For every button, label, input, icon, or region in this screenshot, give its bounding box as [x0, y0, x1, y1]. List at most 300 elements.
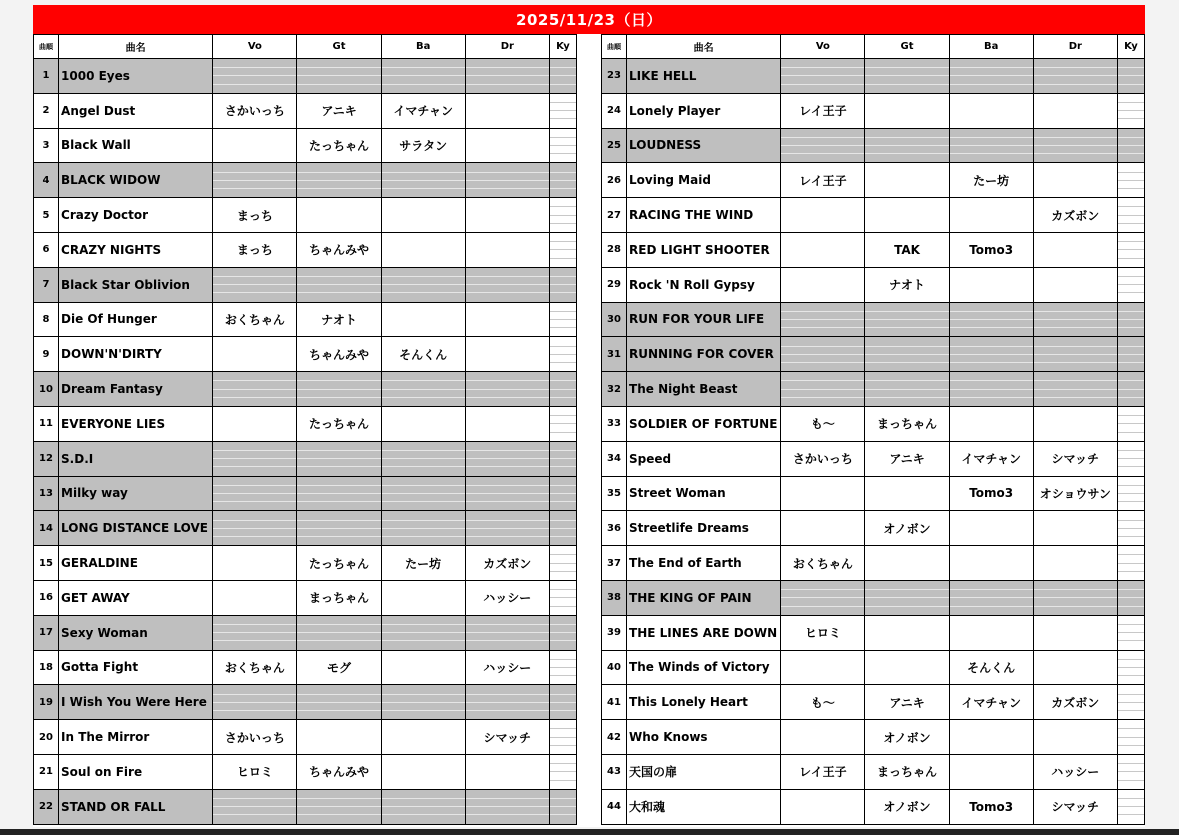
vocal-cell: [781, 128, 865, 163]
guitar-cell: [865, 372, 949, 407]
drum-cell: [1033, 720, 1117, 755]
table-row: [34, 163, 577, 198]
table-row: [602, 267, 1145, 302]
guitar-cell: [865, 59, 949, 94]
bass-cell: [949, 302, 1033, 337]
drum-cell: シマッチ: [1033, 441, 1117, 476]
table-row: [602, 372, 1145, 407]
vocal-cell: [213, 59, 297, 94]
vocal-cell: [781, 59, 865, 94]
song-title: EVERYONE LIES: [59, 406, 213, 441]
drum-cell: [465, 163, 549, 198]
song-title: Speed: [627, 441, 781, 476]
bass-cell: [381, 650, 465, 685]
guitar-cell: ちゃんみや: [297, 337, 381, 372]
bass-cell: [381, 511, 465, 546]
table-row: [34, 59, 577, 94]
drum-cell: [465, 198, 549, 233]
drum-cell: [465, 789, 549, 824]
drum-cell: [465, 128, 549, 163]
bass-cell: [381, 406, 465, 441]
song-title: THE LINES ARE DOWN: [627, 615, 781, 650]
keyboard-cell: [1117, 406, 1144, 441]
song-order: 31: [602, 337, 627, 372]
drum-cell: カズボン: [1033, 198, 1117, 233]
table-row: [34, 685, 577, 720]
drum-cell: [465, 302, 549, 337]
vocal-cell: [213, 372, 297, 407]
guitar-cell: [297, 267, 381, 302]
drum-cell: [465, 59, 549, 94]
table-row: [34, 580, 577, 615]
bass-cell: イマチャン: [381, 93, 465, 128]
bass-cell: [381, 580, 465, 615]
song-title: Soul on Fire: [59, 754, 213, 789]
guitar-cell: [297, 476, 381, 511]
guitar-cell: [865, 302, 949, 337]
song-title: CRAZY NIGHTS: [59, 232, 213, 267]
keyboard-cell: [1117, 59, 1144, 94]
table-row: [602, 441, 1145, 476]
song-order: 22: [34, 789, 59, 824]
keyboard-cell: [549, 546, 576, 581]
vocal-cell: [213, 546, 297, 581]
keyboard-cell: [549, 476, 576, 511]
table-row: [602, 615, 1145, 650]
keyboard-cell: [1117, 302, 1144, 337]
song-title: This Lonely Heart: [627, 685, 781, 720]
song-order: 10: [34, 372, 59, 407]
guitar-cell: ナオト: [297, 302, 381, 337]
bass-cell: [381, 372, 465, 407]
vocal-cell: [781, 650, 865, 685]
guitar-cell: [297, 198, 381, 233]
table-row: [34, 546, 577, 581]
song-order: 43: [602, 754, 627, 789]
song-title: The Winds of Victory: [627, 650, 781, 685]
song-order: 36: [602, 511, 627, 546]
drum-cell: [1033, 580, 1117, 615]
setlist-table-left: [33, 34, 577, 825]
song-order: 7: [34, 267, 59, 302]
keyboard-cell: [1117, 93, 1144, 128]
guitar-cell: オノボン: [865, 511, 949, 546]
col-header-ky: Ky: [549, 35, 576, 59]
keyboard-cell: [1117, 754, 1144, 789]
vocal-cell: ヒロミ: [781, 615, 865, 650]
song-order: 23: [602, 59, 627, 94]
drum-cell: [465, 337, 549, 372]
keyboard-cell: [1117, 337, 1144, 372]
song-order: 17: [34, 615, 59, 650]
guitar-cell: [865, 476, 949, 511]
song-title: LIKE HELL: [627, 59, 781, 94]
song-title: GET AWAY: [59, 580, 213, 615]
keyboard-cell: [549, 789, 576, 824]
drum-cell: [465, 754, 549, 789]
song-order: 3: [34, 128, 59, 163]
table-row: [602, 720, 1145, 755]
song-title: Die Of Hunger: [59, 302, 213, 337]
keyboard-cell: [549, 163, 576, 198]
col-header-vo: Vo: [781, 35, 865, 59]
table-row: [34, 476, 577, 511]
vocal-cell: [213, 615, 297, 650]
guitar-cell: TAK: [865, 232, 949, 267]
bass-cell: Tomo3: [949, 232, 1033, 267]
vocal-cell: さかいっち: [781, 441, 865, 476]
table-row: [602, 93, 1145, 128]
keyboard-cell: [549, 511, 576, 546]
bass-cell: Tomo3: [949, 789, 1033, 824]
keyboard-cell: [1117, 615, 1144, 650]
song-order: 5: [34, 198, 59, 233]
vocal-cell: [781, 372, 865, 407]
vocal-cell: [213, 337, 297, 372]
drum-cell: [1033, 406, 1117, 441]
song-title: Dream Fantasy: [59, 372, 213, 407]
bass-cell: [381, 267, 465, 302]
vocal-cell: [213, 511, 297, 546]
guitar-cell: アニキ: [865, 685, 949, 720]
song-title: THE KING OF PAIN: [627, 580, 781, 615]
vocal-cell: レイ王子: [781, 93, 865, 128]
drum-cell: カズボン: [465, 546, 549, 581]
drum-cell: オショウサン: [1033, 476, 1117, 511]
keyboard-cell: [1117, 267, 1144, 302]
vocal-cell: [213, 476, 297, 511]
drum-cell: [1033, 511, 1117, 546]
song-order: 14: [34, 511, 59, 546]
song-title: Black Star Oblivion: [59, 267, 213, 302]
col-header-ba: Ba: [381, 35, 465, 59]
guitar-cell: ナオト: [865, 267, 949, 302]
keyboard-cell: [1117, 441, 1144, 476]
song-order: 28: [602, 232, 627, 267]
song-order: 18: [34, 650, 59, 685]
bass-cell: たー坊: [949, 163, 1033, 198]
drum-cell: [1033, 267, 1117, 302]
song-order: 42: [602, 720, 627, 755]
table-row: [602, 511, 1145, 546]
vocal-cell: まっち: [213, 198, 297, 233]
drum-cell: [465, 93, 549, 128]
table-row: [34, 128, 577, 163]
song-order: 39: [602, 615, 627, 650]
guitar-cell: まっちゃん: [865, 754, 949, 789]
song-order: 13: [34, 476, 59, 511]
keyboard-cell: [1117, 511, 1144, 546]
guitar-cell: たっちゃん: [297, 546, 381, 581]
table-row: [34, 441, 577, 476]
table-row: [602, 685, 1145, 720]
drum-cell: [1033, 302, 1117, 337]
vocal-cell: [213, 789, 297, 824]
table-row: [34, 511, 577, 546]
bass-cell: [949, 59, 1033, 94]
song-title: 1000 Eyes: [59, 59, 213, 94]
bass-cell: [381, 232, 465, 267]
drum-cell: シマッチ: [1033, 789, 1117, 824]
song-order: 9: [34, 337, 59, 372]
guitar-cell: アニキ: [865, 441, 949, 476]
guitar-cell: モグ: [297, 650, 381, 685]
col-header-title: 曲名: [59, 35, 213, 59]
song-order: 35: [602, 476, 627, 511]
bass-cell: たー坊: [381, 546, 465, 581]
song-order: 27: [602, 198, 627, 233]
setlist-table-right: [601, 34, 1145, 825]
keyboard-cell: [549, 441, 576, 476]
bass-cell: [381, 720, 465, 755]
guitar-cell: ちゃんみや: [297, 754, 381, 789]
keyboard-cell: [1117, 476, 1144, 511]
col-header-order: 曲順: [602, 35, 627, 59]
keyboard-cell: [549, 406, 576, 441]
table-row: [34, 337, 577, 372]
drum-cell: [1033, 337, 1117, 372]
vocal-cell: [213, 580, 297, 615]
song-order: 24: [602, 93, 627, 128]
song-title: GERALDINE: [59, 546, 213, 581]
drum-cell: [465, 372, 549, 407]
drum-cell: [465, 441, 549, 476]
drum-cell: [1033, 93, 1117, 128]
col-header-gt: Gt: [865, 35, 949, 59]
song-title: 大和魂: [627, 789, 781, 824]
keyboard-cell: [1117, 163, 1144, 198]
keyboard-cell: [549, 59, 576, 94]
drum-cell: ハッシー: [1033, 754, 1117, 789]
table-row: [34, 789, 577, 824]
song-title: Lonely Player: [627, 93, 781, 128]
table-row: [34, 754, 577, 789]
keyboard-cell: [549, 685, 576, 720]
guitar-cell: [297, 511, 381, 546]
drum-cell: ハッシー: [465, 650, 549, 685]
song-order: 4: [34, 163, 59, 198]
guitar-cell: [865, 615, 949, 650]
guitar-cell: [297, 789, 381, 824]
col-header-order: 曲順: [34, 35, 59, 59]
table-row: [602, 650, 1145, 685]
bass-cell: [949, 128, 1033, 163]
song-title: RED LIGHT SHOOTER: [627, 232, 781, 267]
drum-cell: [1033, 650, 1117, 685]
vocal-cell: さかいっち: [213, 93, 297, 128]
drum-cell: [465, 685, 549, 720]
keyboard-cell: [1117, 580, 1144, 615]
drum-cell: [465, 267, 549, 302]
guitar-cell: ちゃんみや: [297, 232, 381, 267]
song-order: 26: [602, 163, 627, 198]
bass-cell: [949, 580, 1033, 615]
drum-cell: [1033, 59, 1117, 94]
drum-cell: [1033, 546, 1117, 581]
song-title: BLACK WIDOW: [59, 163, 213, 198]
guitar-cell: たっちゃん: [297, 406, 381, 441]
drum-cell: [465, 406, 549, 441]
table-row: [34, 650, 577, 685]
bass-cell: そんくん: [381, 337, 465, 372]
song-title: STAND OR FALL: [59, 789, 213, 824]
vocal-cell: [213, 163, 297, 198]
keyboard-cell: [1117, 650, 1144, 685]
guitar-cell: [297, 615, 381, 650]
keyboard-cell: [549, 128, 576, 163]
guitar-cell: [865, 198, 949, 233]
song-order: 25: [602, 128, 627, 163]
song-title: RUN FOR YOUR LIFE: [627, 302, 781, 337]
vocal-cell: も～: [781, 406, 865, 441]
vocal-cell: [781, 198, 865, 233]
keyboard-cell: [549, 650, 576, 685]
date-header: 2025/11/23（日）: [33, 5, 1145, 34]
guitar-cell: [297, 441, 381, 476]
keyboard-cell: [549, 232, 576, 267]
vocal-cell: [781, 720, 865, 755]
table-row: [602, 163, 1145, 198]
guitar-cell: たっちゃん: [297, 128, 381, 163]
table-row: [602, 476, 1145, 511]
table-row: [34, 302, 577, 337]
bass-cell: [381, 163, 465, 198]
guitar-cell: [865, 546, 949, 581]
table-row: [34, 93, 577, 128]
bass-cell: [949, 198, 1033, 233]
drum-cell: [1033, 232, 1117, 267]
song-order: 20: [34, 720, 59, 755]
table-header-row: [34, 35, 577, 59]
keyboard-cell: [1117, 789, 1144, 824]
vocal-cell: [213, 128, 297, 163]
drum-cell: カズボン: [1033, 685, 1117, 720]
bass-cell: Tomo3: [949, 476, 1033, 511]
bass-cell: [949, 546, 1033, 581]
bass-cell: [381, 476, 465, 511]
col-header-ba: Ba: [949, 35, 1033, 59]
song-title: LOUDNESS: [627, 128, 781, 163]
drum-cell: [465, 476, 549, 511]
song-title: I Wish You Were Here: [59, 685, 213, 720]
vocal-cell: [213, 406, 297, 441]
vocal-cell: [781, 302, 865, 337]
song-title: Loving Maid: [627, 163, 781, 198]
keyboard-cell: [549, 754, 576, 789]
table-row: [34, 406, 577, 441]
vocal-cell: レイ王子: [781, 163, 865, 198]
vocal-cell: [781, 511, 865, 546]
vocal-cell: [213, 685, 297, 720]
vocal-cell: [781, 232, 865, 267]
drum-cell: [1033, 128, 1117, 163]
vocal-cell: レイ王子: [781, 754, 865, 789]
guitar-cell: [297, 720, 381, 755]
bass-cell: イマチャン: [949, 441, 1033, 476]
table-row: [602, 128, 1145, 163]
song-order: 19: [34, 685, 59, 720]
bass-cell: [949, 93, 1033, 128]
guitar-cell: まっちゃん: [297, 580, 381, 615]
bass-cell: [949, 720, 1033, 755]
table-row: [602, 59, 1145, 94]
bass-cell: [381, 59, 465, 94]
guitar-cell: [297, 685, 381, 720]
guitar-cell: [865, 163, 949, 198]
table-row: [602, 546, 1145, 581]
song-title: SOLDIER OF FORTUNE: [627, 406, 781, 441]
vocal-cell: [781, 580, 865, 615]
guitar-cell: [865, 650, 949, 685]
bottom-divider: [0, 829, 1179, 835]
guitar-cell: [865, 580, 949, 615]
song-title: Rock 'N Roll Gypsy: [627, 267, 781, 302]
song-order: 8: [34, 302, 59, 337]
vocal-cell: も～: [781, 685, 865, 720]
song-order: 16: [34, 580, 59, 615]
keyboard-cell: [1117, 372, 1144, 407]
vocal-cell: [213, 267, 297, 302]
guitar-cell: [865, 337, 949, 372]
keyboard-cell: [1117, 720, 1144, 755]
bass-cell: [381, 198, 465, 233]
drum-cell: [465, 232, 549, 267]
bass-cell: [381, 685, 465, 720]
song-title: The Night Beast: [627, 372, 781, 407]
keyboard-cell: [1117, 232, 1144, 267]
song-title: Gotta Fight: [59, 650, 213, 685]
bass-cell: そんくん: [949, 650, 1033, 685]
keyboard-cell: [549, 720, 576, 755]
song-title: The End of Earth: [627, 546, 781, 581]
col-header-ky: Ky: [1117, 35, 1144, 59]
bass-cell: [381, 615, 465, 650]
song-title: Sexy Woman: [59, 615, 213, 650]
song-title: S.D.I: [59, 441, 213, 476]
drum-cell: ハッシー: [465, 580, 549, 615]
keyboard-cell: [1117, 198, 1144, 233]
setlist-sheet: [33, 5, 1145, 827]
table-row: [602, 406, 1145, 441]
song-title: In The Mirror: [59, 720, 213, 755]
bass-cell: [949, 511, 1033, 546]
guitar-cell: [297, 59, 381, 94]
keyboard-cell: [549, 337, 576, 372]
song-order: 33: [602, 406, 627, 441]
song-order: 41: [602, 685, 627, 720]
song-title: Who Knows: [627, 720, 781, 755]
guitar-cell: [865, 128, 949, 163]
keyboard-cell: [549, 302, 576, 337]
col-header-title: 曲名: [627, 35, 781, 59]
table-row: [34, 720, 577, 755]
song-order: 38: [602, 580, 627, 615]
song-order: 21: [34, 754, 59, 789]
song-title: Angel Dust: [59, 93, 213, 128]
bass-cell: [381, 441, 465, 476]
table-row: [34, 198, 577, 233]
vocal-cell: まっち: [213, 232, 297, 267]
bass-cell: [949, 337, 1033, 372]
table-row: [602, 337, 1145, 372]
song-title: Crazy Doctor: [59, 198, 213, 233]
table-row: [602, 232, 1145, 267]
table-row: [602, 302, 1145, 337]
col-header-dr: Dr: [1033, 35, 1117, 59]
col-header-gt: Gt: [297, 35, 381, 59]
guitar-cell: オノボン: [865, 789, 949, 824]
song-order: 2: [34, 93, 59, 128]
